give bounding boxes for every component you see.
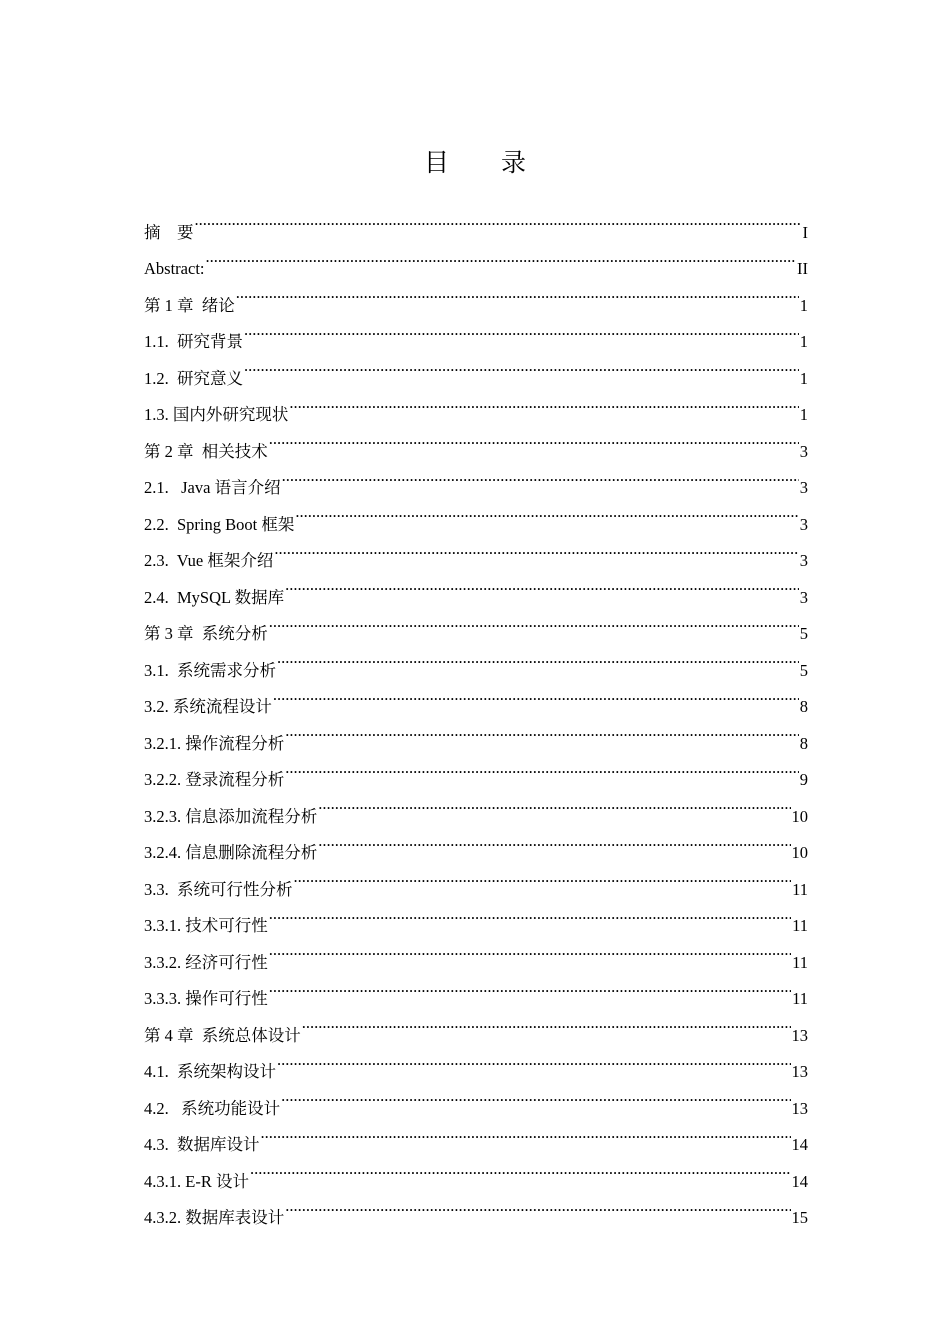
toc-entry-page: 11 (792, 952, 808, 972)
toc-entry-page: 13 (791, 1025, 808, 1045)
toc-entry-label: 3.2.1. 操作流程分析 (144, 733, 285, 753)
toc-entry-label: 4.2. 系统功能设计 (144, 1098, 281, 1118)
toc-dot-leader (269, 931, 791, 968)
toc-entry-page: 3 (799, 441, 808, 461)
toc-entry-label: 3.1. 系统需求分析 (144, 660, 276, 680)
toc-entry-label: 2.4. MySQL 数据库 (144, 587, 285, 607)
toc-entry-label: 第 1 章 绪论 (144, 295, 235, 315)
toc-entry-page: 3 (799, 478, 808, 497)
toc-entry-label: Abstract: (144, 259, 205, 278)
toc-dot-leader (244, 311, 799, 348)
toc-entry-label: 1.1. 研究背景 (144, 332, 243, 351)
toc-entry-page: 14 (791, 1171, 808, 1191)
toc-entry-page: 11 (792, 989, 808, 1008)
toc-entry-label: 2.2. Spring Boot 框架 (144, 514, 295, 534)
toc-entry-label: 2.1. Java 语言介绍 (144, 478, 281, 497)
toc-dot-leader (294, 858, 792, 895)
toc-entry[interactable] (144, 311, 808, 351)
toc-entry-page: 13 (791, 1062, 808, 1081)
toc-entry-page: 11 (792, 916, 808, 935)
toc-dot-leader (318, 785, 790, 822)
toc-entry-label: 4.3.2. 数据库表设计 (144, 1208, 285, 1227)
toc-dot-leader (285, 1187, 790, 1224)
toc-dot-leader (282, 457, 799, 494)
toc-entry-label: 1.3. 国内外研究现状 (144, 405, 289, 424)
toc-dot-leader (318, 822, 790, 859)
toc-entry-page: 5 (799, 660, 808, 680)
toc-entry-label: 4.1. 系统架构设计 (144, 1062, 276, 1081)
toc-dot-leader (269, 968, 791, 1005)
toc-entry-label: 1.2. 研究意义 (144, 368, 243, 388)
toc-entry[interactable] (144, 238, 808, 278)
table-of-contents (144, 201, 808, 1227)
toc-dot-leader (205, 238, 796, 275)
toc-entry-page: I (802, 222, 808, 242)
toc-entry[interactable] (144, 384, 808, 424)
toc-entry-page: 3 (799, 514, 808, 534)
toc-entry-page: 10 (791, 843, 808, 862)
toc-dot-leader (236, 274, 799, 311)
toc-entry-page: 13 (791, 1098, 808, 1118)
toc-entry-page: 3 (799, 551, 808, 570)
toc-dot-leader (269, 420, 799, 457)
toc-dot-leader (295, 493, 798, 530)
toc-entry-page: 8 (799, 733, 808, 753)
toc-entry-label: 摘 要 (144, 222, 194, 242)
toc-entry-page: 1 (799, 368, 808, 388)
toc-entry-page: II (797, 259, 808, 278)
toc-entry-page: 14 (791, 1135, 808, 1154)
toc-entry-page: 10 (791, 806, 808, 826)
toc-entry-label: 4.3. 数据库设计 (144, 1135, 260, 1154)
toc-entry-page: 9 (799, 770, 808, 789)
toc-dot-leader (289, 384, 798, 421)
toc-entry[interactable] (144, 347, 808, 388)
toc-entry-page: 1 (799, 295, 808, 315)
toc-entry-page: 15 (791, 1208, 808, 1227)
toc-entry-label: 3.3.3. 操作可行性 (144, 989, 268, 1008)
toc-entry-label: 3.2.2. 登录流程分析 (144, 770, 285, 789)
toc-dot-leader (195, 201, 802, 238)
toc-entry-label: 3.3.1. 技术可行性 (144, 916, 268, 935)
toc-dot-leader (250, 1150, 791, 1187)
toc-dot-leader (285, 749, 799, 786)
toc-dot-leader (281, 1077, 790, 1114)
toc-entry-label: 4.3.1. E-R 设计 (144, 1171, 249, 1191)
toc-entry-label: 3.2.4. 信息删除流程分析 (144, 843, 318, 862)
toc-dot-leader (285, 712, 799, 749)
toc-entry-page: 1 (799, 405, 808, 424)
toc-dot-leader (269, 603, 799, 640)
toc-entry-label: 3.2. 系统流程设计 (144, 697, 272, 716)
toc-title: 目 录 (424, 148, 548, 177)
toc-entry-page: 1 (799, 332, 808, 351)
toc-dot-leader (273, 676, 799, 713)
toc-dot-leader (285, 566, 799, 603)
toc-entry[interactable] (144, 201, 808, 242)
toc-entry-page: 8 (799, 697, 808, 716)
toc-entry-label: 第 3 章 系统分析 (144, 624, 268, 643)
toc-entry-label: 3.3. 系统可行性分析 (144, 879, 293, 899)
toc-entry-page: 11 (792, 879, 808, 899)
toc-entry-label: 第 2 章 相关技术 (144, 441, 268, 461)
toc-entry-label: 3.2.3. 信息添加流程分析 (144, 806, 318, 826)
toc-dot-leader (274, 530, 798, 567)
toc-entry-label: 3.3.2. 经济可行性 (144, 952, 268, 972)
toc-dot-leader (277, 639, 799, 676)
toc-dot-leader (277, 1041, 791, 1078)
toc-entry-page: 3 (799, 587, 808, 607)
toc-dot-leader (244, 347, 799, 384)
toc-entry[interactable] (144, 274, 808, 315)
toc-entry-page: 5 (799, 624, 808, 643)
toc-dot-leader (302, 1004, 791, 1041)
toc-dot-leader (261, 1114, 791, 1151)
toc-entry-label: 2.3. Vue 框架介绍 (144, 551, 274, 570)
toc-dot-leader (269, 895, 791, 932)
toc-entry-label: 第 4 章 系统总体设计 (144, 1025, 301, 1045)
